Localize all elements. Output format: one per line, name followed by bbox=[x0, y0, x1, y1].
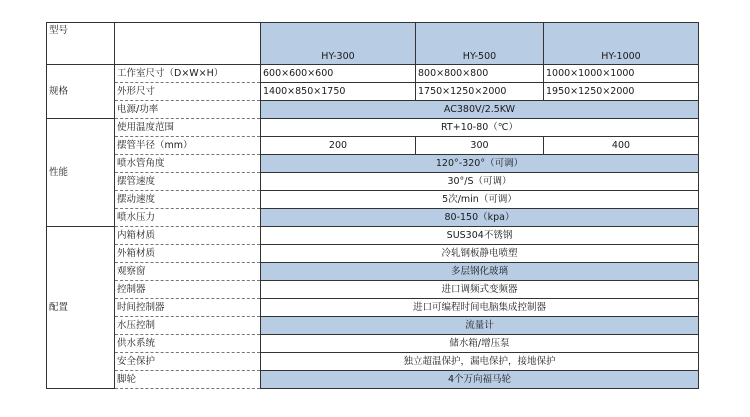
row-name-outer-material: 外箱材质 bbox=[115, 245, 261, 263]
row-name-swing-speed: 摆管速度 bbox=[115, 173, 261, 191]
table-row bbox=[47, 209, 699, 227]
spray-angle-value: 120°-320°（可调） bbox=[261, 155, 699, 173]
swing-radius-hy500: 300 bbox=[416, 137, 544, 155]
window-value: 多层钢化玻璃 bbox=[261, 263, 699, 281]
controller-value: 进口调频式变频器 bbox=[261, 281, 699, 299]
row-name-inner-material: 内箱材质 bbox=[115, 227, 261, 245]
table-row bbox=[47, 191, 699, 209]
power-value: AC380V/2.5KW bbox=[261, 101, 699, 119]
table-row bbox=[47, 65, 699, 83]
row-name-swing-times: 摆动速度 bbox=[115, 191, 261, 209]
row-name-controller: 控制器 bbox=[115, 281, 261, 299]
row-name-safety: 安全保护 bbox=[115, 353, 261, 371]
row-name-temp-range: 使用温度范围 bbox=[115, 119, 261, 137]
model-hy300: HY-300 bbox=[261, 23, 416, 65]
row-name-pressure-control: 水压控制 bbox=[115, 317, 261, 335]
table-row bbox=[47, 137, 699, 155]
outer-size-hy500: 1750×1250×2000 bbox=[416, 83, 544, 101]
row-name-casters: 脚轮 bbox=[115, 371, 261, 389]
model-hy1000: HY-1000 bbox=[544, 23, 699, 65]
swing-speed-value: 30°/S（可调） bbox=[261, 173, 699, 191]
table-row bbox=[47, 155, 699, 173]
inner-material-value: SUS304不锈钢 bbox=[261, 227, 699, 245]
water-system-value: 储水箱/增压泵 bbox=[261, 335, 699, 353]
table-row bbox=[47, 83, 699, 101]
table-row bbox=[47, 335, 699, 353]
row-name-water-system: 供水系统 bbox=[115, 335, 261, 353]
section-config: 配置 bbox=[47, 227, 115, 389]
casters-value: 4个万向福马轮 bbox=[261, 371, 699, 389]
row-name-power: 电源/功率 bbox=[115, 101, 261, 119]
section-spec: 规格 bbox=[47, 65, 115, 119]
outer-material-value: 冷轧钢板静电喷塑 bbox=[261, 245, 699, 263]
row-name-timer: 时间控制器 bbox=[115, 299, 261, 317]
section-performance: 性能 bbox=[47, 119, 115, 227]
table-row bbox=[47, 101, 699, 119]
outer-size-hy300: 1400×850×1750 bbox=[261, 83, 416, 101]
row-name-window: 观察窗 bbox=[115, 263, 261, 281]
table-row bbox=[47, 317, 699, 335]
table-row bbox=[47, 371, 699, 389]
pressure-control-value: 流量计 bbox=[261, 317, 699, 335]
work-size-hy500: 800×800×800 bbox=[416, 65, 544, 83]
swing-radius-hy300: 200 bbox=[261, 137, 416, 155]
header-blank bbox=[115, 23, 261, 65]
table-row bbox=[47, 281, 699, 299]
row-name-pressure: 喷水压力 bbox=[115, 209, 261, 227]
outer-size-hy1000: 1950×1250×2000 bbox=[544, 83, 699, 101]
header-row bbox=[47, 23, 699, 65]
table-row bbox=[47, 263, 699, 281]
row-name-spray-angle: 喷水管角度 bbox=[115, 155, 261, 173]
row-name-swing-radius: 摆管半径（mm） bbox=[115, 137, 261, 155]
table-row bbox=[47, 227, 699, 245]
work-size-hy1000: 1000×1000×1000 bbox=[544, 65, 699, 83]
table-row bbox=[47, 353, 699, 371]
type-label: 型号 bbox=[47, 23, 115, 65]
timer-value: 进口可编程时间电脑集成控制器 bbox=[261, 299, 699, 317]
table-row bbox=[47, 245, 699, 263]
table-row bbox=[47, 119, 699, 137]
swing-times-value: 5次/min（可调） bbox=[261, 191, 699, 209]
row-name-outer-size: 外形尺寸 bbox=[115, 83, 261, 101]
swing-radius-hy1000: 400 bbox=[544, 137, 699, 155]
pressure-value: 80-150（kpa） bbox=[261, 209, 699, 227]
safety-value: 独立超温保护，漏电保护，接地保护 bbox=[261, 353, 699, 371]
row-name-work-size: 工作室尺寸（D×W×H） bbox=[115, 65, 261, 83]
table-row bbox=[47, 299, 699, 317]
work-size-hy300: 600×600×600 bbox=[261, 65, 416, 83]
table-row bbox=[47, 173, 699, 191]
temp-range-value: RT+10-80（℃） bbox=[261, 119, 699, 137]
spec-table bbox=[46, 22, 699, 389]
model-hy500: HY-500 bbox=[416, 23, 544, 65]
